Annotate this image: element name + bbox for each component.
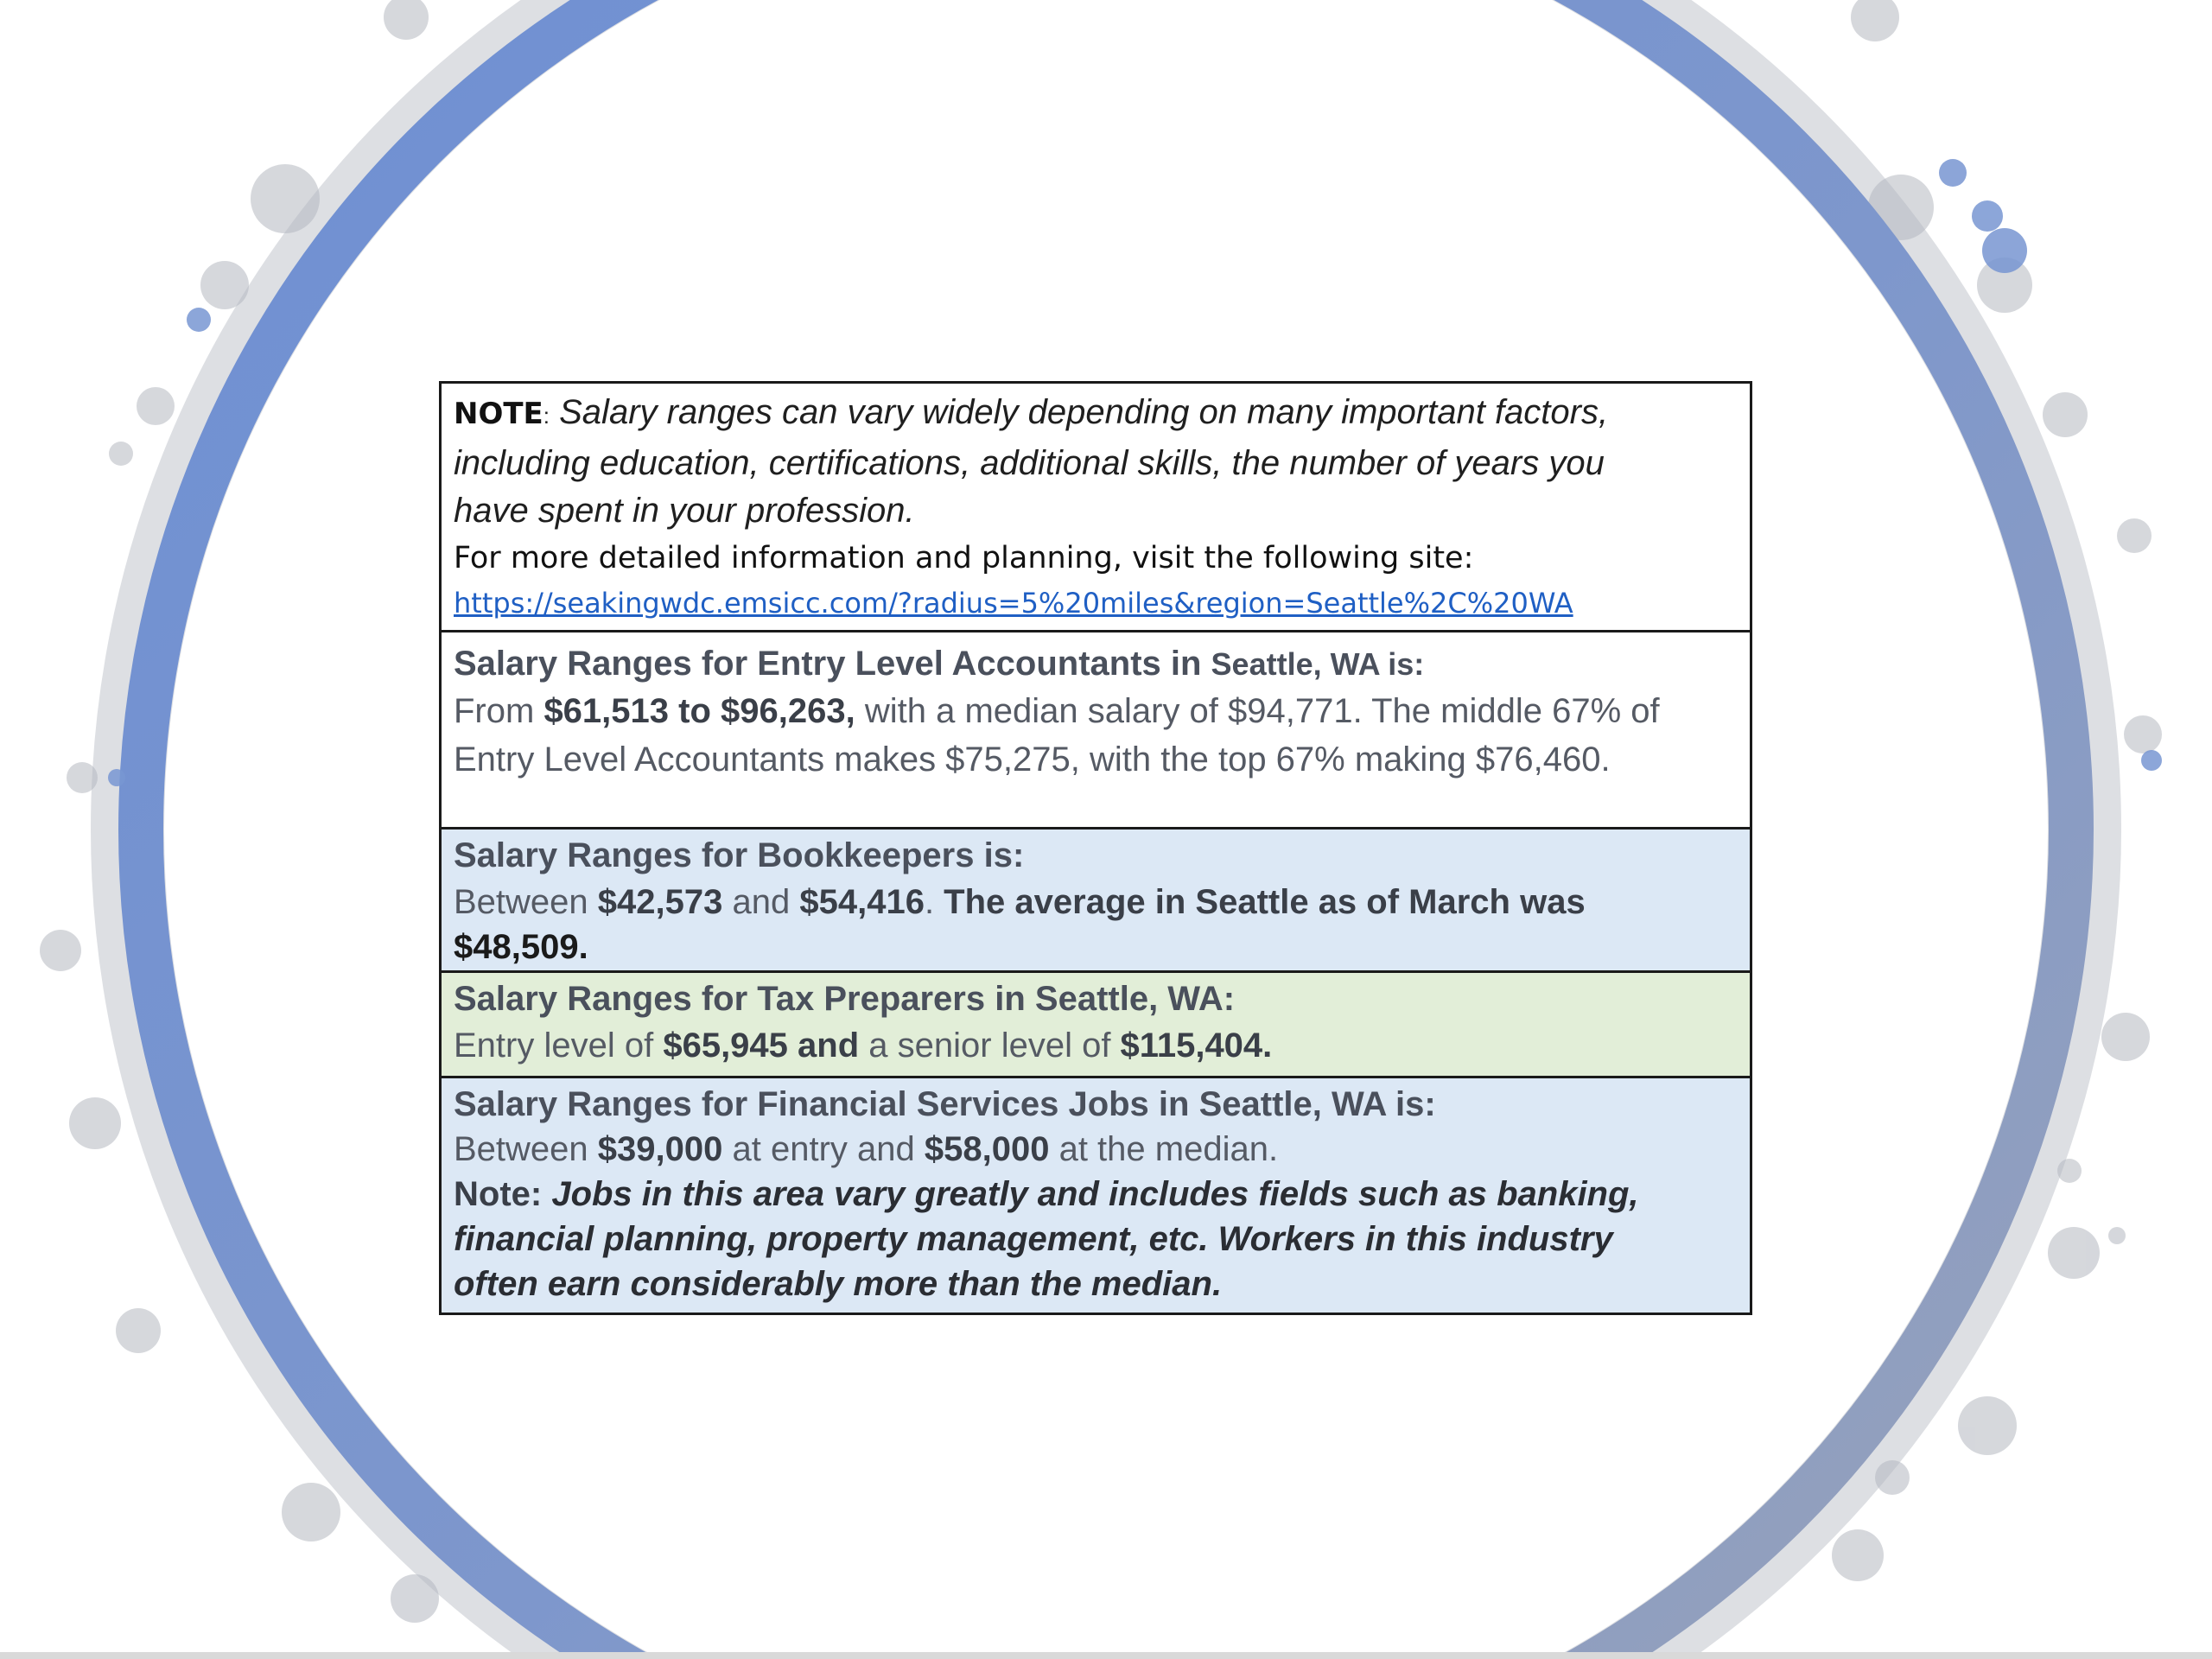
financial-services-note-label: Note: bbox=[454, 1175, 552, 1213]
financial-services-median: $58,000 bbox=[924, 1130, 1050, 1168]
entry-level-heading-location: Seattle, WA is: bbox=[1211, 646, 1425, 682]
tax-preparers-heading: Salary Ranges for Tax Preparers in Seattle, WA: bbox=[454, 980, 1236, 1018]
financial-services-entry: $39,000 bbox=[597, 1130, 723, 1168]
tax-preparers-senior: $115,404. bbox=[1120, 1027, 1273, 1065]
bookkeepers-body-line-1 bbox=[454, 878, 1738, 926]
tax-preparers-text-2: a senior level of bbox=[859, 1027, 1121, 1065]
note-italic-line-1: Salary ranges can vary widely depending on many important factors, bbox=[550, 393, 1609, 431]
financial-services-text-1: Between bbox=[454, 1130, 598, 1168]
emsi-link[interactable]: https://seakingwdc.emsicc.com/?radius=5%20miles&region=Seattle%2C%20WA bbox=[454, 587, 1573, 620]
note-label: NOTE bbox=[454, 397, 543, 431]
financial-services-text-2: at entry and bbox=[722, 1130, 925, 1168]
note-cell bbox=[442, 384, 1750, 632]
financial-services-cell bbox=[442, 1078, 1750, 1313]
entry-level-body-line-2: Entry Level Accountants makes $75,275, with the top 67% making $76,460. bbox=[454, 741, 1611, 779]
financial-services-note-line-2: financial planning, property management, etc. Workers in this industry bbox=[454, 1220, 1613, 1258]
entry-level-heading-main: Salary Ranges for Entry Level Accountants in bbox=[454, 645, 1211, 683]
financial-services-heading: Salary Ranges for Financial Services Jobs in Seattle, WA is: bbox=[454, 1085, 1436, 1123]
note-colon: : bbox=[543, 403, 550, 429]
info-line: For more detailed information and planning, visit the following site: bbox=[454, 541, 1474, 575]
entry-level-accountants-cell bbox=[442, 632, 1750, 830]
tax-preparers-entry: $65,945 and bbox=[663, 1027, 860, 1065]
bookkeepers-low: $42,573 bbox=[597, 883, 723, 921]
bookkeepers-text-2: and bbox=[722, 883, 800, 921]
note-text bbox=[454, 389, 1738, 440]
bookkeepers-average-line-1: The average in Seattle as of March was bbox=[944, 883, 1586, 921]
entry-level-text-2: with a median salary of $94,771. The middle 67% of bbox=[855, 692, 1660, 730]
financial-services-note-line-3: often earn considerably more than the median. bbox=[454, 1265, 1223, 1303]
bookkeepers-cell bbox=[442, 830, 1750, 973]
note-italic-line-3: have spent in your profession. bbox=[454, 492, 915, 530]
bookkeepers-text-3: . bbox=[924, 883, 944, 921]
bookkeepers-average-line-2: $48,509. bbox=[454, 928, 588, 966]
tax-preparers-cell bbox=[442, 973, 1750, 1078]
tax-preparers-body bbox=[454, 1021, 1738, 1070]
financial-services-note-line-1 bbox=[454, 1172, 1738, 1217]
financial-services-body bbox=[454, 1127, 1738, 1172]
financial-services-text-3: at the median. bbox=[1049, 1130, 1279, 1168]
tax-preparers-text-1: Entry level of bbox=[454, 1027, 664, 1065]
bookkeepers-text-1: Between bbox=[454, 883, 598, 921]
note-italic-line-2: including education, certifications, additional skills, the number of years you bbox=[454, 444, 1605, 482]
entry-level-range: $61,513 to $96,263, bbox=[543, 692, 855, 730]
bottom-rule bbox=[0, 1652, 2212, 1659]
entry-level-heading bbox=[454, 641, 1738, 687]
financial-services-note-text-1: Jobs in this area vary greatly and includes fields such as banking, bbox=[551, 1175, 1639, 1213]
bookkeepers-high: $54,416 bbox=[799, 883, 925, 921]
entry-level-text-1: From bbox=[454, 692, 544, 730]
bookkeepers-heading: Salary Ranges for Bookkeepers is: bbox=[454, 836, 1025, 874]
salary-info-table bbox=[439, 381, 1752, 1315]
entry-level-body-line-1 bbox=[454, 687, 1738, 735]
